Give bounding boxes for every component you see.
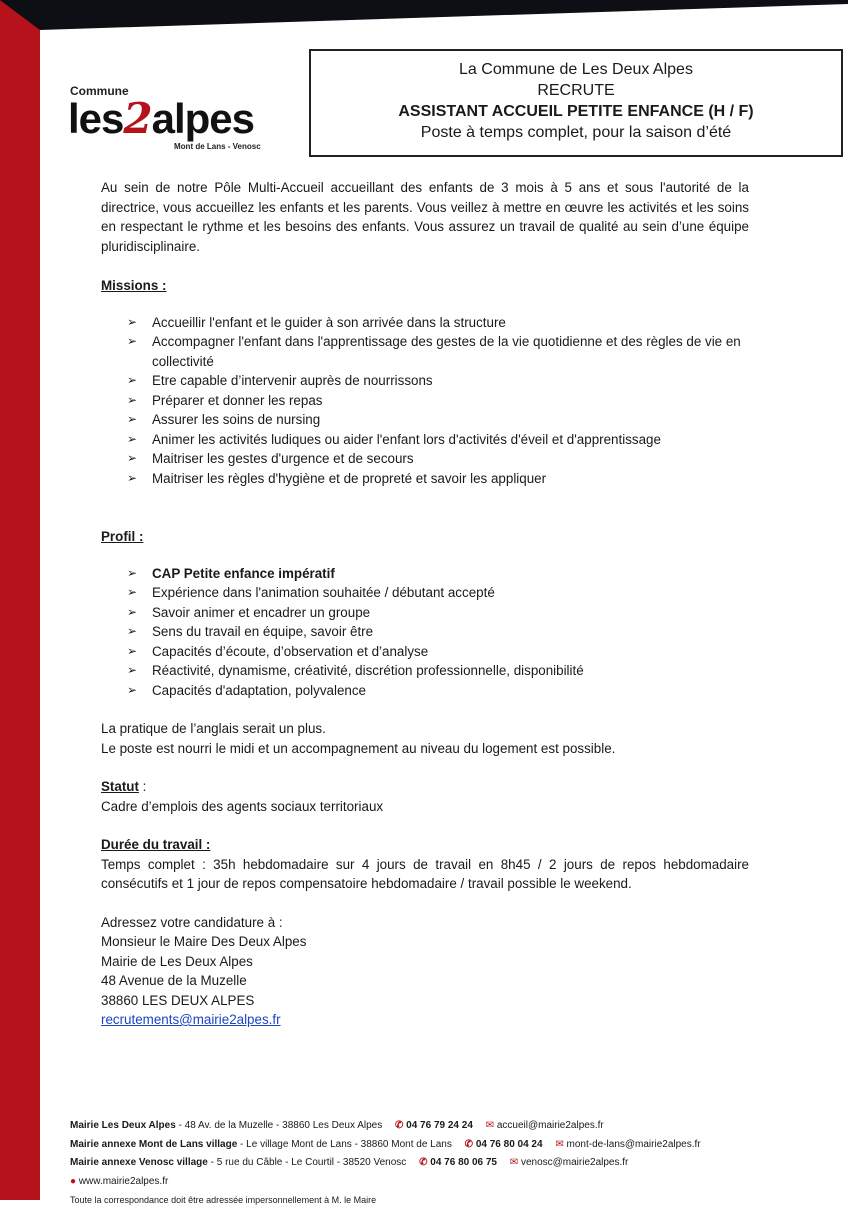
list-item: ➢ Animer les activités ludiques ou aider l'enfant lors d'activités d'éveil et d'apprentissage: [101, 430, 749, 450]
address-city: 38860 LES DEUX ALPES: [101, 992, 255, 1008]
logo-commune-text: Commune: [70, 84, 129, 98]
logo-alpes: alpes: [151, 95, 255, 142]
list-item: ➢ CAP Petite enfance impératif: [101, 564, 749, 584]
footer-email[interactable]: mont-de-lans@mairie2alpes.fr: [566, 1138, 701, 1150]
globe-icon: ●: [70, 1175, 77, 1187]
phone-icon: ✆: [464, 1138, 474, 1150]
profil-list: [101, 564, 749, 701]
footer-phone: 04 76 79 24 24: [406, 1120, 473, 1131]
english-note: La pratique de l’anglais serait un plus.: [101, 721, 326, 736]
mail-icon: ✉: [485, 1120, 495, 1131]
list-item: ➢ Expérience dans l'animation souhaitée / débutant accepté: [101, 583, 749, 603]
address-recipient: Monsieur le Maire Des Deux Alpes: [101, 934, 307, 949]
list-item: ➢ Maitriser les règles d'hygiène et de propreté et savoir les appliquer: [101, 469, 749, 489]
mail-icon: ✉: [555, 1138, 564, 1150]
list-item: ➢ Capacités d'adaptation, polyvalence: [101, 681, 749, 701]
missions-list: [101, 313, 749, 489]
phone-icon: ✆: [419, 1157, 428, 1169]
header-contract: Poste à temps complet, pour la saison d’été: [420, 124, 732, 141]
housing-note: Le poste est nourri le midi et un accompagnement au niveau du logement est possible.: [101, 740, 616, 756]
list-item: ➢ Sens du travail en équipe, savoir être: [101, 622, 749, 642]
logo-les: les: [68, 95, 124, 142]
footer-correspondence-note: Toute la correspondance doit être adressée impersonnellement à M. le Maire: [70, 1195, 377, 1206]
footer-row-deux-alpes: [70, 1117, 830, 1136]
logo-two: 2: [123, 94, 152, 143]
footer-office-address: - 48 Av. de la Muzelle - 38860 Les Deux Alpes: [175, 1120, 383, 1131]
duree-title: Durée du travail :: [101, 837, 211, 852]
header-recrute: RECRUTE: [537, 82, 615, 99]
list-item: ➢ Assurer les soins de nursing: [101, 410, 749, 430]
duree-text: Temps complet : 35h hebdomadaire sur 4 jours de travail en 8h45 / 2 jours de repos hebdomadaire consécutifs et 1 jour de repos compensatoire hebdomadaire / travail possible le weekend.: [101, 856, 749, 891]
footer-row-mont-de-lans: [70, 1136, 830, 1155]
list-item: ➢ Réactivité, dynamisme, créativité, discrétion professionnelle, disponibilité: [101, 661, 749, 681]
footer-office-address: - 5 rue du Câble - Le Courtil - 38520 Venosc: [207, 1157, 407, 1169]
intro-paragraph: Au sein de notre Pôle Multi-Accueil accueillant des enfants de 3 mois à 5 ans et sous l'autorité de la directrice, vous accueillez les enfants et les parents. Vous veillez à mettre en œuvre les activités et les soins en respectant le rythme et les besoins des enfants. Vous assurez un travail de qualité au sein d’une équipe pluridisciplinaire.: [101, 180, 749, 254]
address-intro: Adressez votre candidature à :: [101, 914, 283, 930]
footer-office-name: Mairie Les Deux Alpes: [70, 1120, 176, 1131]
list-item: ➢ Maitriser les gestes d'urgence et de secours: [101, 449, 749, 469]
footer-office-address: - Le village Mont de Lans - 38860 Mont de Lans: [237, 1138, 452, 1150]
address-mairie: Mairie de Les Deux Alpes: [101, 953, 253, 969]
footer-email[interactable]: venosc@mairie2alpes.fr: [520, 1157, 629, 1169]
footer-website-row: [70, 1173, 830, 1192]
list-item: ➢ Etre capable d’intervenir auprès de nourrissons: [101, 371, 749, 391]
top-banner-decoration: [0, 0, 848, 30]
application-email-link[interactable]: recrutements@mairie2alpes.fr: [101, 1012, 281, 1027]
footer-row-venosc: [70, 1154, 830, 1173]
header-job-title: ASSISTANT ACCUEIL PETITE ENFANCE (H / F): [398, 103, 754, 120]
header-commune: La Commune de Les Deux Alpes: [459, 61, 693, 78]
logo-subtitle: Mont de Lans - Venosc: [174, 142, 261, 151]
job-description: [101, 178, 749, 1030]
footer: [70, 1117, 830, 1210]
footer-email[interactable]: accueil@mairie2alpes.fr: [496, 1120, 604, 1131]
mail-icon: ✉: [509, 1157, 519, 1169]
statut-text: Cadre d’emplois des agents sociaux territoriaux: [101, 798, 384, 814]
list-item: ➢ Accompagner l'enfant dans l'apprentissage des gestes de la vie quotidienne et des règles de vie en collectivité: [101, 332, 749, 371]
list-item: ➢ Accueillir l'enfant et le guider à son arrivée dans la structure: [101, 313, 749, 333]
address-street: 48 Avenue de la Muzelle: [101, 973, 247, 988]
statut-colon: :: [138, 779, 147, 794]
statut-title: Statut: [101, 779, 139, 794]
logo-wordmark: [68, 94, 254, 143]
list-item: ➢ Savoir animer et encadrer un groupe: [101, 603, 749, 623]
commune-logo: [66, 84, 276, 154]
footer-phone: 04 76 80 06 75: [430, 1157, 497, 1169]
footer-office-name: Mairie annexe Mont de Lans village: [70, 1138, 238, 1150]
footer-phone: 04 76 80 04 24: [475, 1138, 543, 1150]
profil-title: Profil :: [101, 529, 144, 544]
footer-office-name: Mairie annexe Venosc village: [70, 1157, 208, 1169]
missions-title: Missions :: [101, 278, 167, 293]
list-item: ➢ Préparer et donner les repas: [101, 391, 749, 411]
footer-website[interactable]: www.mairie2alpes.fr: [78, 1175, 169, 1187]
job-header-box: [309, 49, 843, 157]
left-banner-decoration: [0, 0, 40, 1200]
list-item: ➢ Capacités d’écoute, d’observation et d’analyse: [101, 642, 749, 662]
phone-icon: ✆: [394, 1120, 404, 1131]
